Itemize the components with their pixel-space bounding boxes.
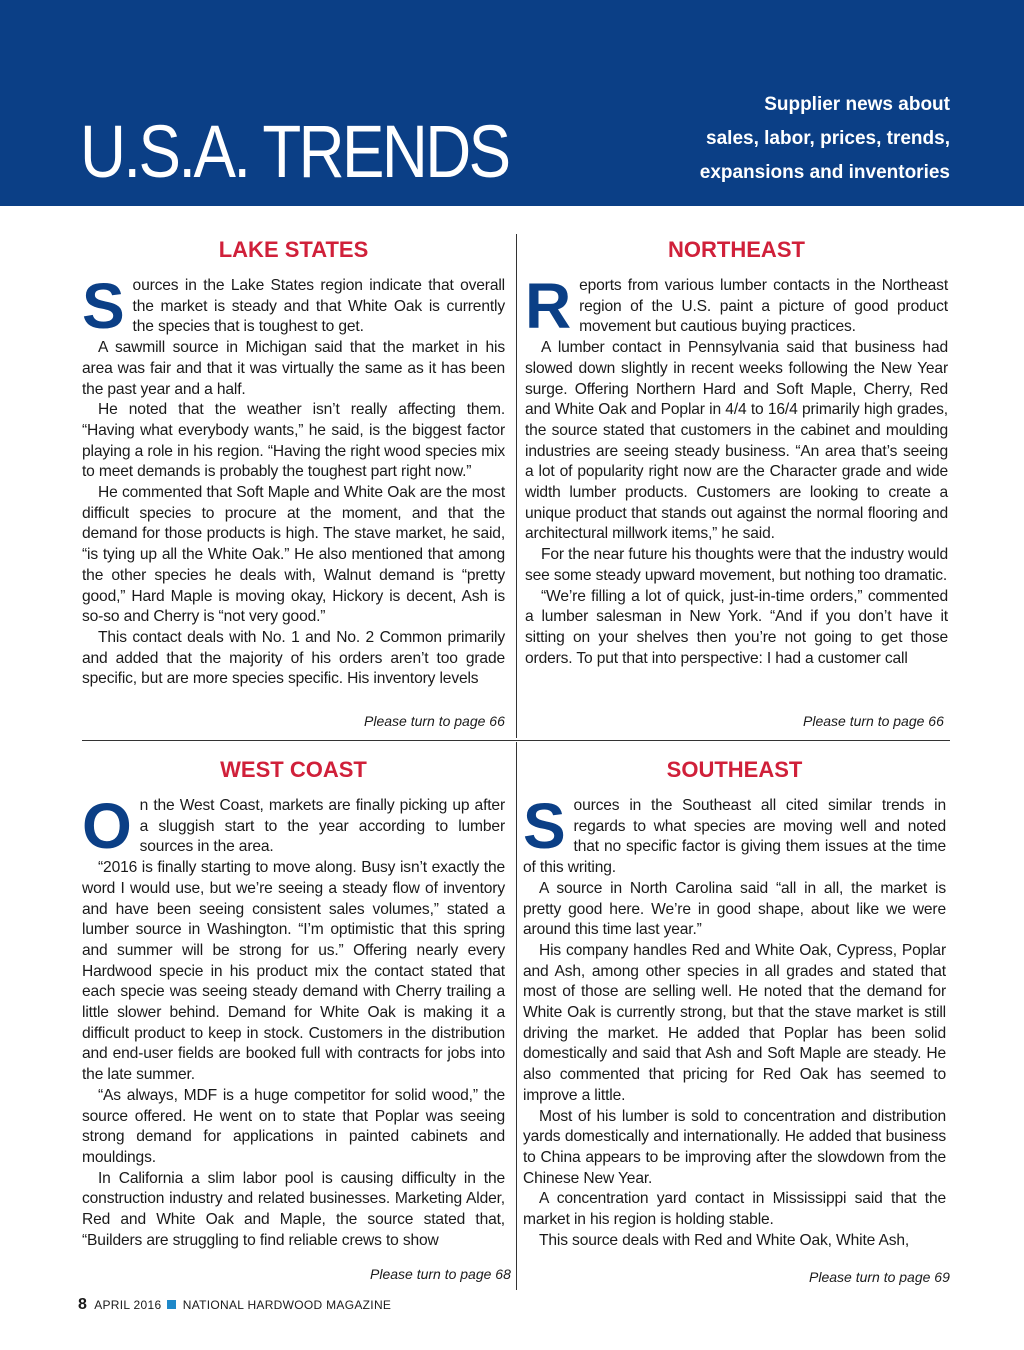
- lead-paragraph: On the West Coast, markets are finally picking up after a sluggish start to the year according to lumber sources in the area.: [82, 790, 505, 862]
- paragraph: A source in North Carolina said “all in all, the market is pretty good here. We’re in good shape, about like we were around this time last year.”: [523, 879, 946, 939]
- page-number: 8: [78, 1296, 88, 1313]
- paragraph: This contact deals with No. 1 and No. 2 Common primarily and added that the majority of his orders aren’t too grade specific, but are more species specific. His inventory levels: [82, 628, 505, 688]
- paragraph: “2016 is finally starting to move along. Busy isn’t exactly the word I would use, but we’re seeing a steady flow of inventory and have been seeing consistent sales volumes,” stated a lumber source in Washington. “I’m optimistic that this spring and summer will be strong for us.” Offering nearly every Hardwood specie in his product mix the contact stated that each specie was seeing steady demand with Cherry trailing a little slower behind. Demand for White Oak is making it a difficult product to keep in stock. Customers in the distribution and end-user fields are booked full with contracts for jobs into the late summer.: [82, 859, 505, 1084]
- paragraph: Most of his lumber is sold to concentration and distribution yards domestically and internationally. He added that business to China appears to be improving after the slowdown from the Chinese New Year.: [523, 1107, 946, 1187]
- section-southeast: [523, 756, 946, 1251]
- page-footer: [78, 1296, 391, 1314]
- lead-paragraph: Sources in the Southeast all cited similar trends in regards to what species are moving well and noted that no specific factor is giving them issues at the time of this writing.: [523, 790, 946, 877]
- tagline: [700, 88, 950, 190]
- paragraph: For the near future his thoughts were that the industry would see some steady upward movement, but nothing too dramatic.: [525, 546, 948, 584]
- square-bullet-icon: [167, 1300, 176, 1309]
- tagline-line: expansions and inventories: [699, 162, 950, 183]
- paragraph: This source deals with Red and White Oak, White Ash,: [539, 1231, 910, 1249]
- lead-paragraph: Sources in the Lake States region indicate that overall the market is steady and that White Oak is currently the species that is toughest to get.: [82, 270, 505, 342]
- article-body: [82, 790, 505, 1251]
- lead-paragraph: Reports from various lumber contacts in the Northeast region of the U.S. paint a picture of good product movement but cautious buying practices.: [525, 270, 948, 342]
- section-title: NORTHEAST: [668, 237, 805, 262]
- header-banner: [0, 0, 1024, 206]
- drop-cap: S: [82, 270, 125, 342]
- paragraph: In California a slim labor pool is causing difficulty in the construction industry and related businesses. Marketing Alder, Red and White Oak and Maple, the source stated that, “Builders are struggling to find reliable crews to show: [82, 1169, 505, 1249]
- section-northeast: [525, 236, 948, 669]
- page-title: U.S.A. TRENDS: [80, 110, 509, 193]
- magazine-name: NATIONAL HARDWOOD MAGAZINE: [182, 1298, 392, 1312]
- drop-cap: S: [523, 790, 566, 862]
- paragraph: He commented that Soft Maple and White Oak are the most difficult species to procure at the moment, and that the demand for those products is high. The stave market, he said, “is tying up all the White Oak.” He also mentioned that among the other species he deals with, Walnut demand is “pretty good,” Hard Maple is moving okay, Hickory is decent, Ash is so-so and Cherry is “not very good.”: [82, 484, 505, 626]
- article-body: [523, 790, 946, 1251]
- section-lake-states: [82, 236, 505, 690]
- paragraph: A concentration yard contact in Mississippi said that the market in his region is holding stable.: [523, 1190, 946, 1229]
- continued-link[interactable]: Please turn to page 69: [809, 1269, 950, 1285]
- section-title: LAKE STATES: [218, 237, 369, 262]
- paragraph: He noted that the weather isn’t really affecting them. “Having what everybody wants,” he said, is the biggest factor playing a role in his region. “Having the right wood species mix to meet demands is probably the toughest part right now.”: [82, 401, 505, 481]
- article-body: [525, 270, 948, 669]
- paragraph: “As always, MDF is a huge competitor for solid wood,” the source offered. He went on to state that Poplar was seeing strong demand for applications in painted cabinets and mouldings.: [82, 1086, 505, 1166]
- paragraph: “We’re filling a lot of quick, just-in-time orders,” commented a lumber salesman in New York. “And if you don’t have it sitting on your shelves then you’re not going to get those orders. To put that into perspective: I had a customer call: [525, 587, 948, 667]
- section-title: WEST COAST: [220, 757, 367, 782]
- drop-cap: O: [82, 790, 132, 862]
- drop-cap: R: [525, 270, 572, 342]
- tagline-line: Supplier news about: [764, 94, 950, 115]
- continued-link[interactable]: Please turn to page 66: [364, 713, 505, 729]
- section-west-coast: [82, 756, 505, 1251]
- continued-link[interactable]: Please turn to page 68: [370, 1266, 511, 1282]
- column-divider: [516, 234, 517, 738]
- paragraph: A sawmill source in Michigan said that the market in his area was fair and that it was virtually the same as it has been the past year and a half.: [82, 339, 505, 398]
- column-divider: [516, 742, 517, 1290]
- article-body: [82, 270, 505, 690]
- paragraph: His company handles Red and White Oak, Cypress, Poplar and Ash, among other species in all grades and stated that most of those are selling well. He noted that the demand for White Oak is currently strong, but that the stave market is still driving the market. He added that Poplar has been solid domestically and said that Ash and Soft Maple are steady. He also commented that pricing for Red Oak has seemed to improve a little.: [523, 941, 946, 1104]
- continued-link[interactable]: Please turn to page 66: [803, 713, 944, 729]
- paragraph: A lumber contact in Pennsylvania said that business had slowed down slightly in recent weeks following the New Year surge. Offering Northern Hard and Soft Maple, Cherry, Red and White Oak and Poplar in 4/4 to 16/4 primarily high grades, the source stated that customers in the cabinet and moulding industries are seeing steady business. “An area that’s seeing a lot of popularity right now are the Character grade and wide width lumber products. Customers are looking to create a unique product that stands out against the normal flooring and architectural millwork items,” he said.: [525, 339, 948, 543]
- tagline-line: sales, labor, prices, trends,: [706, 128, 950, 149]
- issue-date: APRIL 2016: [94, 1298, 162, 1312]
- row-divider: [82, 740, 950, 741]
- section-title: SOUTHEAST: [666, 757, 803, 782]
